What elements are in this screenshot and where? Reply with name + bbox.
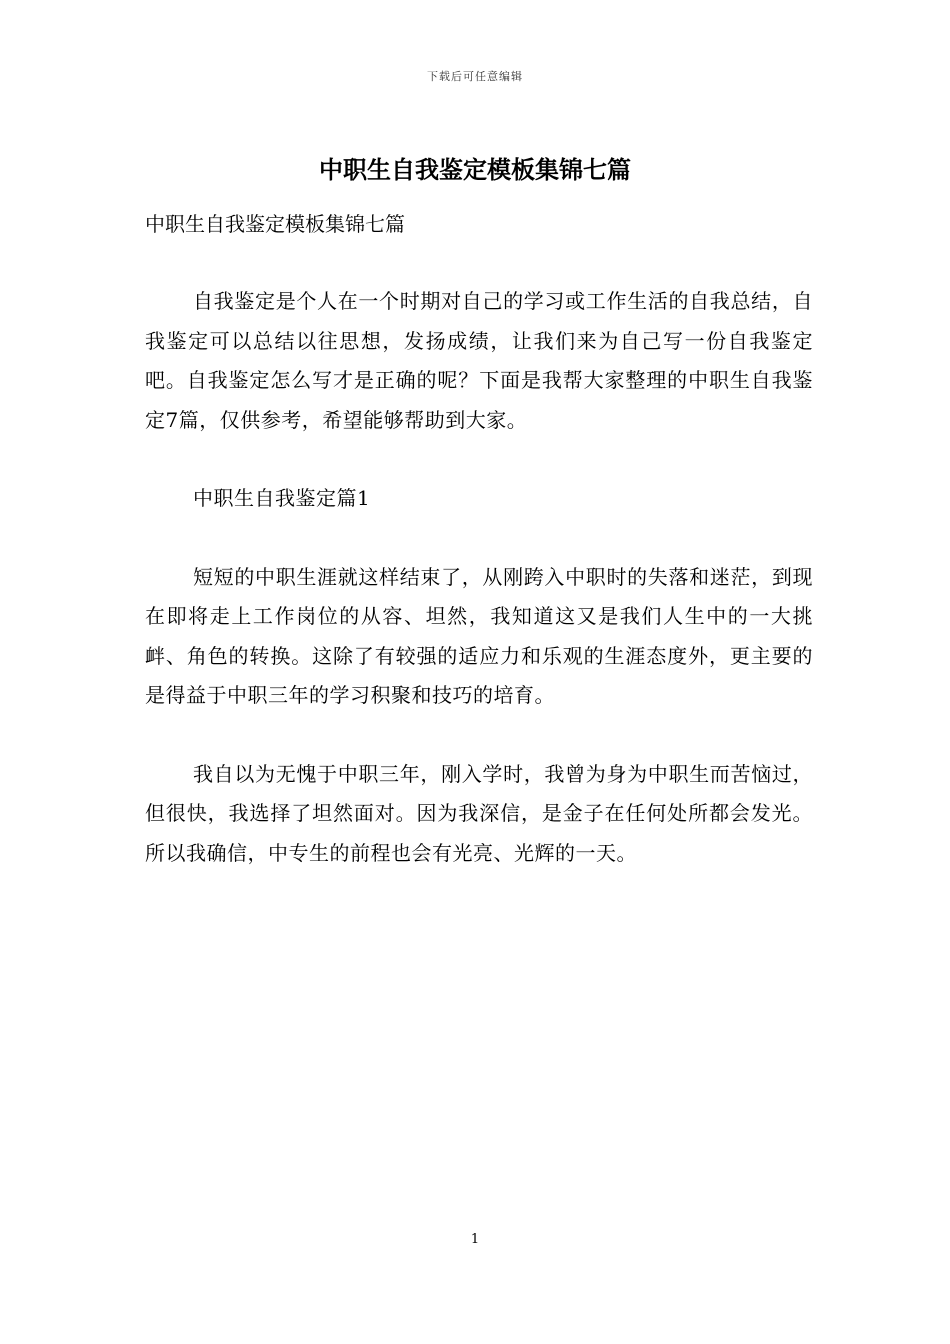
document-title: 中职生自我鉴定模板集锦七篇 — [319, 155, 631, 184]
page-number: 1 — [470, 1232, 480, 1247]
paragraph-intro: 自我鉴定是个人在一个时期对自己的学习或工作生活的自我总结，自我鉴定可以总结以往思想，发扬成绩，让我们来为自己写一份自我鉴定吧。自我鉴定怎么写才是正确的呢？下面是我帮大家整理的中职生自我鉴定7篇，仅供参考，希望能够帮助到大家。 — [145, 289, 813, 432]
section-heading-1: 中职生自我鉴定篇1 — [193, 486, 371, 510]
document-subtitle: 中职生自我鉴定模板集锦七篇 — [145, 212, 405, 236]
header-note: 下载后可任意编辑 — [427, 70, 523, 83]
document-body — [145, 282, 813, 873]
paragraph-section1-b: 我自以为无愧于中职三年，刚入学时，我曾为身为中职生而苦恼过，但很快，我选择了坦然面对。因为我深信，是金子在任何处所都会发光。所以我确信，中专生的前程也会有光亮、光辉的一天。 — [145, 761, 813, 865]
paragraph-section1-a: 短短的中职生涯就这样结束了，从刚跨入中职时的失落和迷茫，到现在即将走上工作岗位的从容、坦然，我知道这又是我们人生中的一大挑衅、角色的转换。这除了有较强的适应力和乐观的生涯态度外，更主要的是得益于中职三年的学习积聚和技巧的培育。 — [145, 564, 813, 707]
